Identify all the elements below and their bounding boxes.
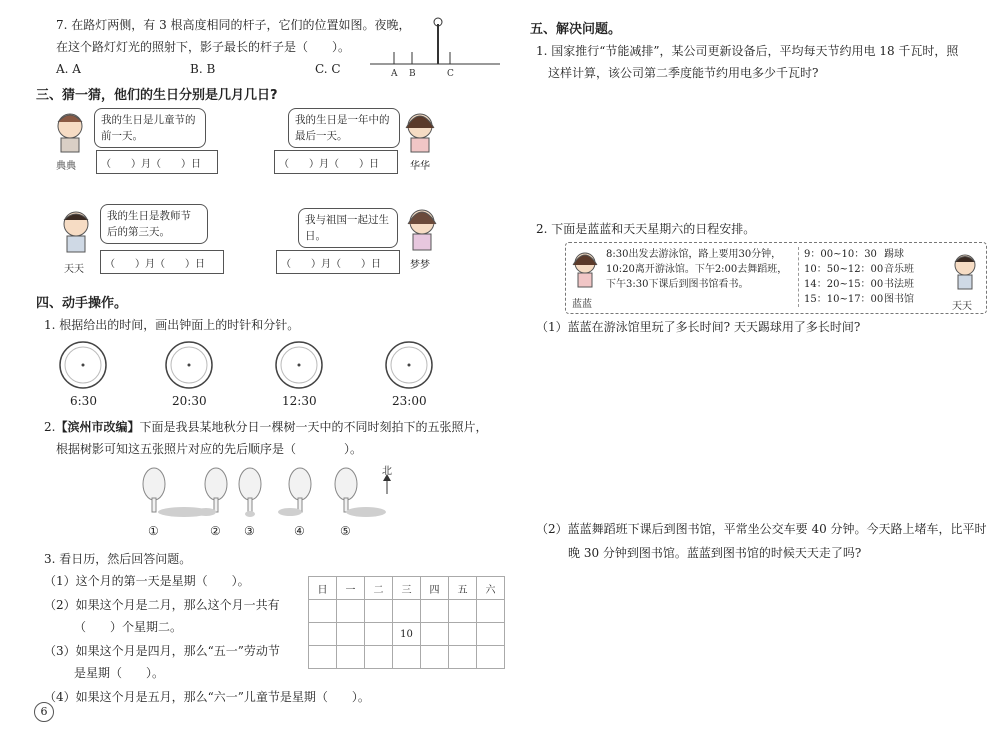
answer-template: （ ）月（ ）日 bbox=[281, 259, 381, 270]
calendar-cell-10: 10 bbox=[393, 623, 421, 646]
speech-bubble-huahua: 我的生日是一年中的最后一天。 bbox=[288, 108, 400, 148]
boy-avatar-tiantian bbox=[58, 208, 94, 254]
calendar-header-row bbox=[309, 577, 505, 600]
speech-bubble-diandian: 我的生日是儿童节的前一天。 bbox=[94, 108, 206, 148]
q7-option-a: A. A bbox=[56, 62, 81, 76]
schedule-row: 14：20~15：00书法班 bbox=[804, 279, 914, 290]
q7-option-b: B. B bbox=[190, 62, 216, 76]
q5-2-sub2-line2: 晚 30 分钟到图书馆。蓝蓝到图书馆的时候天天走了吗? bbox=[568, 546, 862, 560]
girl-avatar-lanlan bbox=[570, 249, 600, 289]
q4-2-line1: 2.【滨州市改编】下面是我县某地秋分日一棵树一天中的不同时刻拍下的五张照片， bbox=[44, 420, 488, 434]
schedule-row: 9：00~10：30 踢球 bbox=[804, 249, 904, 260]
q7-line1: 7. 在路灯两侧，有 3 根高度相同的杆子，它们的位置如图。夜晚， bbox=[56, 18, 411, 32]
answer-template: （ ）月（ ）日 bbox=[101, 159, 201, 170]
section-5-title: 五、解决问题。 bbox=[530, 22, 622, 37]
girl-avatar-huahua bbox=[402, 110, 438, 154]
q4-3-2a: （2）如果这个月是二月，那么这个月一共有 bbox=[44, 598, 280, 612]
kid-name-mengmeng: 梦梦 bbox=[410, 260, 430, 271]
q7-option-c: C. C bbox=[315, 62, 341, 76]
q4-3-title: 3. 看日历，然后回答问题。 bbox=[44, 552, 192, 566]
boy-avatar-diandian bbox=[52, 110, 88, 154]
calendar-table bbox=[308, 576, 505, 669]
kid-name-tiantian: 天天 bbox=[64, 264, 84, 275]
clock-time-4: 23:00 bbox=[392, 394, 427, 408]
answer-box-tiantian[interactable] bbox=[100, 250, 224, 274]
calendar-head: 二 bbox=[365, 577, 393, 600]
schedule-row: 10：50~12：00音乐班 bbox=[804, 264, 914, 275]
schedule-row: 15：10~17：00图书馆 bbox=[804, 294, 914, 305]
clock-time-3: 12:30 bbox=[282, 394, 317, 408]
clock-time-1: 6:30 bbox=[70, 394, 97, 408]
north-label: 北 bbox=[382, 466, 392, 477]
calendar-head: 一 bbox=[337, 577, 365, 600]
kid-name-diandian: 典典 bbox=[56, 161, 76, 172]
answer-template: （ ）月（ ）日 bbox=[279, 159, 379, 170]
q4-3-4: （4）如果这个月是五月，那么“六一”儿童节是星期（ ）。 bbox=[44, 690, 370, 704]
q5-1-line2: 这样计算，该公司第二季度能节约用电多少千瓦时? bbox=[548, 66, 819, 80]
tree-label-4: ④ bbox=[294, 524, 305, 538]
girl-avatar-mengmeng bbox=[404, 206, 440, 252]
tiantian-name: 天天 bbox=[952, 301, 972, 312]
tree-label-3: ③ bbox=[244, 524, 255, 538]
q4-3-1: （1）这个月的第一天是星期（ ）。 bbox=[44, 574, 250, 588]
boy-avatar-tiantian-small bbox=[950, 251, 980, 291]
q4-3-3a: （3）如果这个月是四月，那么“五一”劳动节 bbox=[44, 644, 280, 658]
lanlan-schedule-text: 8:30出发去游泳馆，路上要用30分钟，10:20离开游泳馆。下午2:00去舞蹈班，下午3:30下课后到图书馆看书。 bbox=[606, 249, 788, 290]
answer-box-huahua[interactable] bbox=[274, 150, 398, 174]
schedule-divider bbox=[798, 247, 799, 307]
tree-photos-figure bbox=[138, 462, 388, 520]
q4-2-text: 下面是我县某地秋分日一棵树一天中的不同时刻拍下的五张照片， bbox=[139, 420, 488, 434]
calendar-head: 六 bbox=[477, 577, 505, 600]
fig-label-c: C bbox=[447, 69, 454, 79]
clock-face-4[interactable] bbox=[384, 340, 434, 390]
q4-3-3b: 是星期（ ）。 bbox=[74, 666, 165, 680]
clock-face-1[interactable] bbox=[58, 340, 108, 390]
answer-template: （ ）月（ ）日 bbox=[105, 259, 205, 270]
fig-label-a: A bbox=[391, 69, 398, 79]
streetlight-figure bbox=[370, 14, 502, 80]
lanlan-name: 蓝蓝 bbox=[572, 299, 592, 310]
tree-label-2: ② bbox=[210, 524, 221, 538]
section-4-title: 四、动手操作。 bbox=[36, 296, 128, 311]
calendar-head: 四 bbox=[421, 577, 449, 600]
section-3-title: 三、猜一猜，他们的生日分别是几月几日? bbox=[36, 88, 278, 103]
page-number: 6 bbox=[34, 702, 54, 722]
q5-2-sub2-line1: （2）蓝蓝舞蹈班下课后到图书馆，平常坐公交车要 40 分钟。今天路上堵车，比平时 bbox=[536, 522, 987, 536]
tree-label-5: ⑤ bbox=[340, 524, 351, 538]
calendar-head: 日 bbox=[309, 577, 337, 600]
clock-time-2: 20:30 bbox=[172, 394, 207, 408]
source-tag: 【滨州市改编】 bbox=[55, 420, 140, 434]
q4-1-text: 1. 根据给出的时间，画出钟面上的时针和分针。 bbox=[44, 318, 300, 332]
q5-2-text: 2. 下面是蓝蓝和天天星期六的日程安排。 bbox=[536, 222, 756, 236]
speech-bubble-tiantian: 我的生日是教师节后的第三天。 bbox=[100, 204, 208, 244]
q5-2-sub1: （1）蓝蓝在游泳馆里玩了多长时间? 天天踢球用了多长时间? bbox=[536, 320, 861, 334]
calendar-head: 三 bbox=[393, 577, 421, 600]
clock-face-3[interactable] bbox=[274, 340, 324, 390]
tree-label-1: ① bbox=[148, 524, 159, 538]
q5-1-line1: 1. 国家推行“节能减排”，某公司更新设备后，平均每天节约用电 18 千瓦时，照 bbox=[536, 44, 959, 58]
q4-2-line2: 根据树影可知这五张照片对应的先后顺序是（ ）。 bbox=[56, 442, 363, 456]
calendar-head: 五 bbox=[449, 577, 477, 600]
q4-3-2b: （ ）个星期二。 bbox=[74, 620, 183, 634]
tiantian-schedule bbox=[804, 247, 914, 307]
speech-bubble-mengmeng: 我与祖国一起过生日。 bbox=[298, 208, 398, 248]
q7-line2: 在这个路灯灯光的照射下，影子最长的杆子是（ ）。 bbox=[56, 40, 351, 54]
fig-label-b: B bbox=[409, 69, 416, 79]
clock-face-2[interactable] bbox=[164, 340, 214, 390]
kid-name-huahua: 华华 bbox=[410, 161, 430, 172]
schedule-panel bbox=[565, 242, 987, 314]
answer-box-diandian[interactable] bbox=[96, 150, 218, 174]
answer-box-mengmeng[interactable] bbox=[276, 250, 400, 274]
